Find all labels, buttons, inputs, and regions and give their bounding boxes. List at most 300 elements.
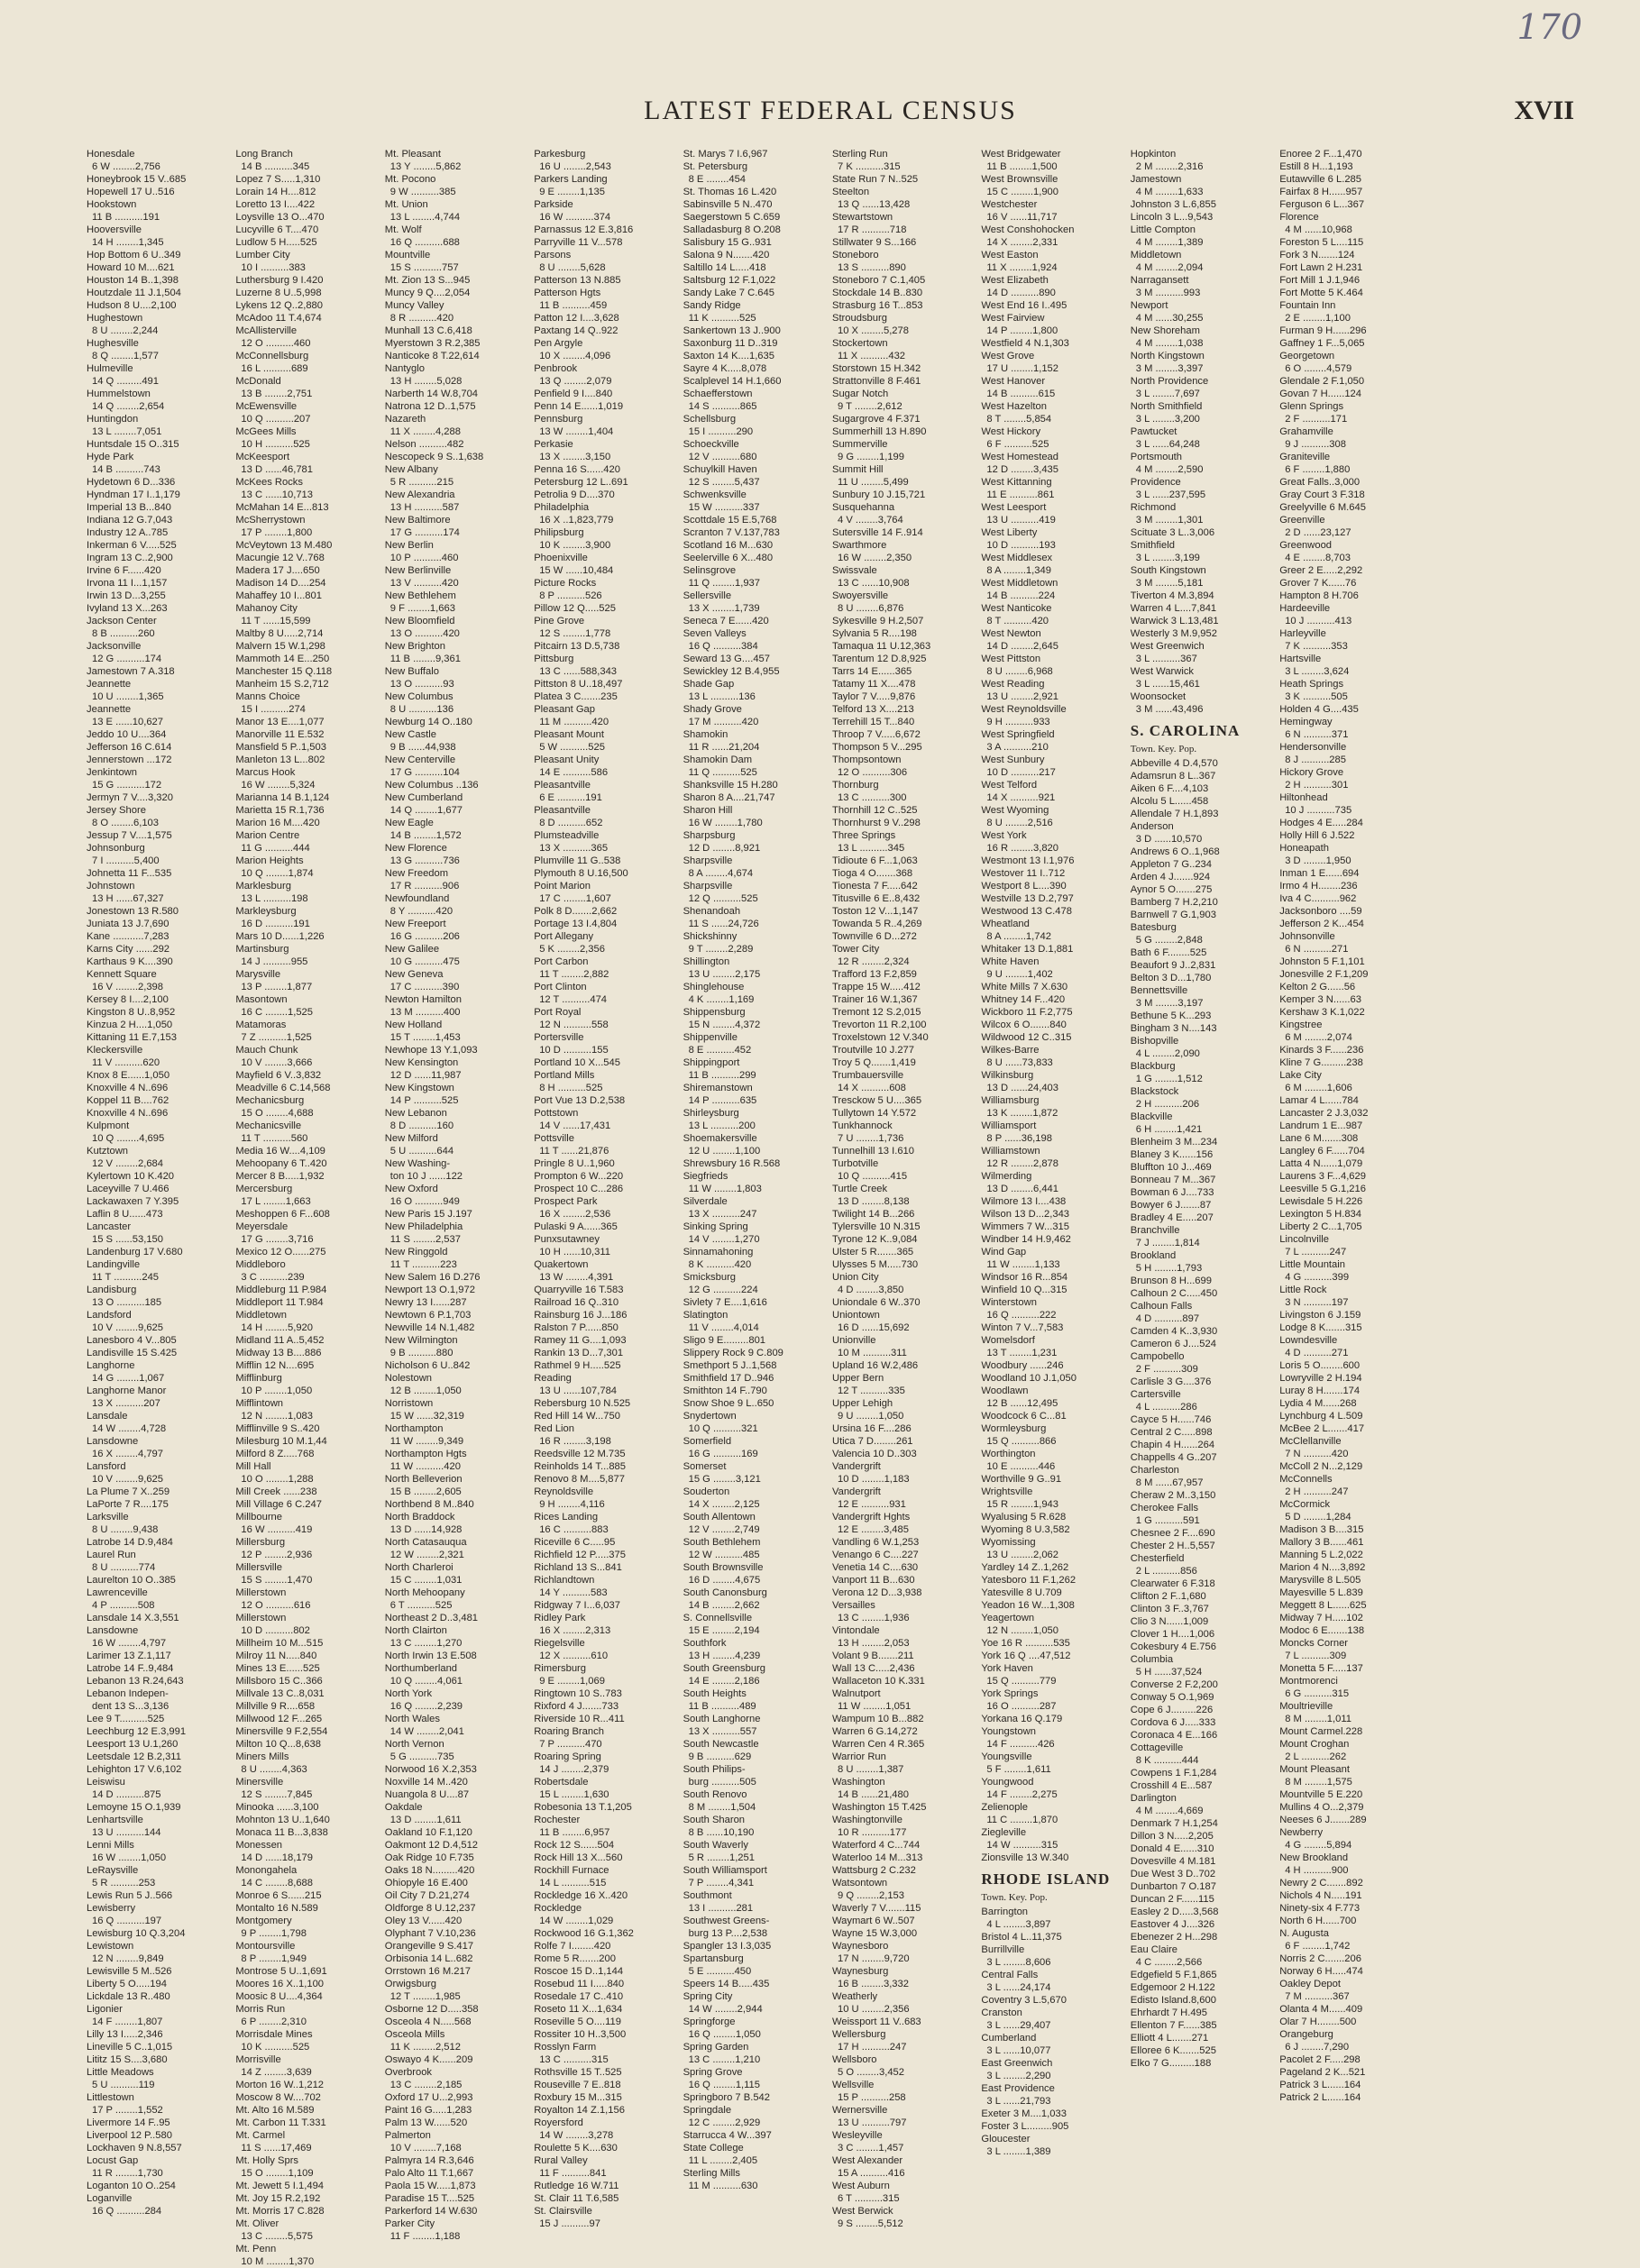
census-entry: Middleboro [235,1259,286,1270]
census-entry: Salisbury 15 G..931 [683,237,772,248]
census-entry: Marion Centre [235,830,300,841]
census-entry: Seelerville 6 X...480 [683,553,774,563]
census-entry: Westchester [981,199,1038,210]
census-entry: Wilson 13 D...2,343 [981,1209,1070,1220]
census-entry: Terrehill 15 T...840 [831,717,915,727]
census-entry: Heath Springs [1279,679,1344,690]
census-entry: Rockledge 16 X..420 [534,1890,628,1901]
census-entry: Westport 8 L....390 [981,881,1067,892]
census-entry: 8 Q ........1,577 [92,351,160,361]
census-entry: Elko 7 G.........188 [1130,2058,1212,2069]
census-entry: Westover 11 I..712 [981,868,1066,879]
census-entry: Rosslyn Farm [534,2042,597,2053]
census-entry: Kline 7 G.........238 [1279,1057,1363,1068]
census-entry: Scalplevel 14 H.1,660 [683,376,782,387]
census-entry: 10 M ..........311 [837,1348,907,1358]
census-entry: Lewistown [87,1941,134,1952]
census-entry: 14 V ......17,431 [539,1120,611,1131]
census-entry: 8 M ........1,504 [688,1802,756,1813]
census-entry: Patrick 3 L......164 [1279,2080,1361,2090]
census-entry: Ramey 11 G....1,093 [534,1335,627,1346]
census-entry: Kutztown [87,1146,129,1157]
census-entry: Crosshill 4 E...587 [1130,1780,1213,1791]
census-entry: Manorville 11 E.532 [235,729,325,740]
census-entry: Cartersville [1130,1389,1181,1400]
census-entry: 3 L ..........367 [1135,654,1197,664]
census-entry: 12 D ........8,921 [688,843,761,854]
census-entry: Toston 12 V...1,147 [831,906,919,917]
census-entry: Iva 4 C..........962 [1279,893,1357,904]
census-entry: Clifton 2 F..1,680 [1130,1591,1206,1602]
census-entry: 4 D ........3,850 [837,1285,904,1295]
census-entry: Pittston 8 U..18,497 [534,679,623,690]
census-entry: Shippensburg [683,1007,746,1018]
census-entry: New Berlinville [384,565,452,576]
census-entry: 6 T ..........315 [837,2193,900,2204]
census-entry: Chester 2 H..5,557 [1130,1541,1215,1551]
census-entry: Mt. Penn [235,2244,277,2254]
census-entry: 16 O ..........949 [389,1196,460,1207]
census-entry: 3 L ......21,793 [986,2096,1051,2107]
census-entry: Holden 4 G....435 [1279,704,1359,715]
census-entry: 2 F ..........171 [1285,414,1348,425]
census-entry: Bennettsville [1130,985,1188,996]
census-entry: Leiswisu [87,1777,125,1788]
census-entry: 11 C ........1,870 [986,1815,1058,1825]
census-entry: Woonsocket [1130,691,1186,702]
census-entry: 11 B ..........459 [539,300,608,311]
census-entry: Branchville [1130,1225,1180,1236]
census-entry: Eastover 4 J....326 [1130,1919,1215,1930]
census-entry: New Buffalo [384,666,439,677]
census-entry: Rock Hill 13 X...560 [534,1852,623,1863]
census-entry: New Paris 15 J.197 [384,1209,472,1220]
census-entry: Oxford 17 U...2,993 [384,2092,473,2103]
census-entry: Andrews 6 O..1,968 [1130,846,1220,857]
census-entry: Pen Argyle [534,338,583,349]
census-entry: Middletown [1130,250,1182,261]
census-entry: 15 R ........1,943 [986,1499,1058,1510]
census-entry: Hughesville [87,338,139,349]
census-entry: Worthville 9 G..91 [981,1474,1062,1485]
census-entry: Schuylkill Haven [683,464,757,475]
census-entry: Thornhurst 9 V..298 [831,818,921,828]
census-entry: Laurel Run [87,1550,136,1560]
census-entry: Shamokin Dam [683,754,753,765]
census-entry: Honeybrook 15 V..685 [87,174,187,185]
census-entry: Mt. Carmel [235,2130,286,2141]
census-entry: Latrobe 14 F..9,484 [87,1663,174,1674]
census-entry: Irmo 4 H........236 [1279,881,1358,892]
census-entry: Slippery Rock 9 C.809 [683,1348,783,1358]
census-entry: 10 Q ........4,061 [389,1676,463,1687]
census-entry: Saltsburg 12 F.1,022 [683,275,776,286]
census-entry: Fort Lawn 2 H.231 [1279,262,1363,273]
census-entry: New Florence [384,843,447,854]
census-entry: Summerhill 13 H.890 [831,426,927,437]
census-entry: Selinsgrove [683,565,737,576]
census-entry: 13 C ........2,185 [389,2080,463,2090]
census-entry: Steelton [831,187,870,197]
census-entry: Lincoln 3 L...9,543 [1130,212,1214,223]
census-entry: 10 V ........9,625 [92,1474,163,1485]
census-entry: Punxsutawney [534,1234,600,1245]
census-entry: Abbeville 4 D.4,570 [1130,758,1218,769]
census-entry: Industry 12 A..785 [87,527,169,538]
census-entry: Norristown [384,1398,434,1409]
census-entry: Mallory 3 B......461 [1279,1537,1364,1548]
census-entry: 11 X ........4,288 [389,426,461,437]
census-entry: Ingram 13 C..2,900 [87,553,173,563]
census-entry: Spartansburg [683,1953,744,1964]
census-entry: New Ringgold [384,1247,448,1257]
census-entry: 14 B ..........743 [92,464,160,475]
census-entry: 14 X ..........608 [837,1083,906,1093]
census-entry: West Liberty [981,527,1038,538]
census-entry: Loganville [87,2193,133,2204]
census-entry: Lansdowne [87,1625,139,1636]
census-entry: Yeagertown [981,1613,1035,1623]
census-entry: Blackburg [1130,1061,1176,1072]
census-entry: 14 E ..........586 [539,767,609,778]
census-entry: 12 N ........1,083 [241,1411,313,1422]
census-entry: 12 P ........2,936 [241,1550,313,1560]
census-entry: New Columbus [384,691,454,702]
census-entry: 3 L ......64,248 [1135,439,1200,450]
census-entry: Phoenixville [534,553,588,563]
census-entry: West Grove [981,351,1035,361]
census-entry: Morton 16 W..1,212 [235,2080,325,2090]
census-entry: Bluffton 10 J...469 [1130,1162,1212,1173]
census-entry: Mount Carmel.228 [1279,1726,1363,1737]
census-entry: Johnsonville [1279,931,1335,942]
census-entry: Troy 5 Q.......1,419 [831,1057,916,1068]
census-entry: Irvine 6 F......420 [87,565,161,576]
census-entry: Kleckersville [87,1045,143,1056]
census-entry: Olyphant 7 V.10,236 [384,1928,476,1939]
census-entry: Rouseville 7 E..818 [534,2080,621,2090]
census-entry: McEwensville [235,401,298,412]
census-entry: Roaring Spring [534,1751,601,1762]
census-entry: 12 R ........2,878 [986,1158,1058,1169]
census-entry: 15 P ..........258 [837,2092,906,2103]
census-entry: Gloucester [981,2134,1031,2145]
census-entry: Yeadon 16 W...1,308 [981,1600,1075,1611]
census-entry: Whitaker 13 D.1,881 [981,944,1074,955]
census-entry: Mercer 8 B.....1,932 [235,1171,325,1182]
census-entry: Hopewell 17 U..516 [87,187,175,197]
census-entry: Valencia 10 D..303 [831,1449,917,1459]
census-entry: York Springs [981,1688,1039,1699]
census-column [981,148,1126,2268]
census-entry: Knox 8 E......1,050 [87,1070,170,1081]
census-entry: 13 U ..........797 [837,2117,907,2128]
census-entry: 6 M ........2,074 [1285,1032,1352,1043]
census-entry: 14 H ........5,920 [241,1322,313,1333]
census-entry: Greelyville 6 M.645 [1279,502,1366,513]
census-entry: 8 E ..........452 [688,1045,752,1056]
census-entry: Ninety-six 4 F.773 [1279,1903,1361,1914]
census-entry: 12 O ..........460 [241,338,311,349]
census-entry: Shamokin [683,729,728,740]
census-entry: Swarthmore [831,540,887,551]
census-entry: Moultrieville [1279,1701,1333,1712]
census-entry: 14 W ........3,278 [539,2130,614,2141]
census-entry: 5 F ........1,611 [986,1764,1051,1775]
census-entry: Mt. Pleasant [384,149,441,160]
census-entry: Mayesville 5 L.839 [1279,1587,1363,1598]
census-entry: Hop Bottom 6 U..349 [87,250,181,261]
census-entry: 6 G ..........315 [1285,1688,1350,1699]
census-entry: 10 D ..........155 [539,1045,609,1056]
census-entry: Twilight 14 B...266 [831,1209,915,1220]
census-entry: Barnwell 7 G.1,903 [1130,910,1216,920]
census-entry: 11 B ..........191 [92,212,160,223]
census-entry: Riceville 6 C.....95 [534,1537,616,1548]
census-entry: 10 J ..........413 [1285,616,1352,626]
census-entry: Midway 13 B....886 [235,1348,322,1358]
census-entry: 16 X ........2,313 [539,1625,611,1636]
census-entry: Penbrook [534,363,578,374]
census-entry: Kingstree [1279,1020,1323,1030]
census-entry: 14 W ........4,728 [92,1423,167,1434]
census-entry: Morrisville [235,2054,281,2065]
census-entry: Ligonier [87,2004,123,2015]
census-entry: Kersey 8 I....2,100 [87,994,169,1005]
census-entry: 13 C ......10,713 [241,489,313,500]
census-entry: West Brownsville [981,174,1058,185]
census-entry: Jermyn 7 V....3,320 [87,792,173,803]
census-entry: West Sunbury [981,754,1045,765]
census-entry: Oil City 7 D.21,274 [384,1890,470,1901]
census-entry: New Oxford [384,1184,438,1194]
census-entry: 14 D ..........875 [92,1789,161,1800]
census-entry: Shillington [683,956,730,967]
census-entry: 10 D ..........193 [986,540,1056,551]
census-entry: West Wyoming [981,805,1049,816]
census-entry: 12 S ........1,778 [539,628,611,639]
census-entry: Portersville [534,1032,584,1043]
census-entry: 9 P ........1,798 [241,1928,307,1939]
census-entry: Lancaster 2 J.3,032 [1279,1108,1369,1119]
census-entry: Norway 6 H.....474 [1279,1966,1363,1977]
census-entry: 14 S ..........865 [688,401,757,412]
census-entry: Hiltonhead [1279,792,1328,803]
census-entry: Sterling Run [831,149,888,160]
census-entry: Waynesboro [831,1941,889,1952]
census-entry: burg ..........505 [688,1777,756,1788]
census-entry: Newberry [1279,1827,1324,1838]
census-entry: Pleasant Unity [534,754,600,765]
census-entry: Shickshinny [683,931,738,942]
census-entry: Paint 16 G.....1,283 [384,2105,472,2116]
census-entry: Mayfield 6 V..3,832 [235,1070,322,1081]
census-entry: 16 X ........2,536 [539,1209,611,1220]
census-entry: 15 N ........4,372 [688,1020,761,1030]
census-entry: 8 U ........4,363 [241,1764,307,1775]
census-entry: 14 D ......18,179 [241,1852,313,1863]
census-entry: Storstown 15 H.342 [831,363,921,374]
census-entry: Houtzdale 11 J.1,504 [87,288,181,298]
census-entry: 4 G ..........399 [1285,1272,1350,1283]
census-entry: Manleton 13 L...802 [235,754,325,765]
census-entry: McVeytown 13 M.480 [235,540,333,551]
census-entry: Troxelstown 12 V.340 [831,1032,929,1043]
census-entry: Hampton 8 H.706 [1279,590,1359,601]
census-entry: Williamstown [981,1146,1040,1157]
census-entry: 10 U ........2,356 [837,2004,910,2015]
census-entry: Cheraw 2 M..3,150 [1130,1490,1216,1501]
census-entry: Slatington [683,1310,728,1321]
census-entry: 11 M ..........630 [688,2181,758,2191]
census-entry: 14 Q .........491 [92,376,160,387]
census-entry: Milesburg 10 M.1,44 [235,1436,327,1447]
census-entry: 8 U ........9,438 [92,1524,159,1535]
census-entry: New Baltimore [384,515,451,526]
census-entry: 4 C ........2,566 [1135,1957,1203,1968]
census-entry: Kelton 2 G......56 [1279,982,1356,992]
census-entry: 1 G ........1,512 [1135,1074,1203,1084]
census-entry: 13 M ..........400 [389,1007,461,1018]
census-entry: Thompsontown [831,754,902,765]
census-entry: North York [384,1688,433,1699]
census-entry: McClellanville [1279,1436,1342,1447]
census-entry: 16 W ........4,797 [92,1638,167,1649]
census-entry: Orrstown 16 M.217 [384,1966,471,1977]
census-entry: Millsboro 15 C..366 [235,1676,323,1687]
census-entry: 5 G ........2,848 [1135,935,1203,946]
census-entry: Greenville [1279,515,1325,526]
census-entry: Picture Rocks [534,578,597,589]
census-entry: York 16 Q ....47,512 [981,1651,1071,1661]
census-entry: 13 H ........5,028 [389,376,463,387]
census-entry: Turtle Creek [831,1184,888,1194]
census-entry: Mt. Union [384,199,428,210]
census-entry: North Vernon [384,1739,444,1750]
census-entry: Smethport 5 J..1,568 [683,1360,777,1371]
census-entry: Myerstown 3 R.2,385 [384,338,481,349]
census-entry: Providence [1130,477,1181,488]
census-entry: West Bridgewater [981,149,1061,160]
census-entry: Vandergrift [831,1486,881,1497]
census-entry: Hickory Grove [1279,767,1344,778]
census-entry: Pottstown [534,1108,579,1119]
census-entry: York Haven [981,1663,1033,1674]
census-entry: Jackson Center [87,616,157,626]
census-entry: Jamestown 7 A.318 [87,666,175,677]
census-entry: West Kittanning [981,477,1052,488]
census-entry: Newry 2 C.......892 [1279,1878,1363,1888]
census-entry: 15 I ..........290 [688,426,754,437]
census-entry: Southfork [683,1638,727,1649]
census-entry: Malvern 15 W.1,298 [235,641,325,652]
census-entry: 11 Q ..........525 [688,767,757,778]
census-entry: 14 B ........2,662 [688,1600,760,1611]
census-entry: 12 O ..........306 [837,767,908,778]
census-entry: South Waverly [683,1840,748,1851]
census-entry: Matamoras [235,1020,287,1030]
census-entry: Rome 5 R.......200 [534,1953,616,1964]
census-entry: Bishopville [1130,1036,1179,1047]
census-entry: Volant 9 B.......211 [831,1651,914,1661]
census-entry: Saxton 14 K....1,635 [683,351,774,361]
census-entry: 14 Q ........2,654 [92,401,165,412]
census-entry: Seven Valleys [683,628,747,639]
census-entry: Nuangola 8 U....87 [384,1789,470,1800]
census-entry: Lackawaxen 7 Y.395 [87,1196,179,1207]
census-entry: Port Carbon [534,956,589,967]
census-entry: Smithton 14 F..790 [683,1385,767,1396]
census-entry: Mauch Chunk [235,1045,298,1056]
census-entry: Springdale [683,2105,732,2116]
census-entry: Throop 7 V.....6,672 [831,729,921,740]
census-entry: Plumsteadville [534,830,600,841]
census-entry: 10 U ........1,365 [92,691,164,702]
census-entry: Mount Croghan [1279,1739,1350,1750]
census-entry: Fort Motte 5 K.464 [1279,288,1363,298]
census-entry: Mahanoy City [235,603,298,614]
census-entry: 16 C ........1,525 [241,1007,313,1018]
census-entry: 7 M ..........367 [1285,1991,1350,2002]
census-entry: Port Vue 13 D.2,538 [534,1095,626,1106]
census-entry: Roseville 5 O....119 [534,2017,621,2027]
census-entry: McDonald [235,376,281,387]
census-entry: Miners Mills [235,1751,289,1762]
census-entry: Mt. Wolf [384,224,422,235]
census-entry: Wellsboro [831,2054,877,2065]
census-entry: 13 C ........1,936 [837,1613,910,1623]
census-entry: Taylor 7 V.....9,876 [831,691,916,702]
census-entry: 4 M ........2,590 [1135,464,1204,475]
census-entry: Vanport 11 B...630 [831,1575,915,1586]
census-entry: 10 X ........4,096 [539,351,611,361]
census-entry: Yatesville 8 U.709 [981,1587,1062,1598]
census-entry: New Salem 16 D.276 [384,1272,481,1283]
census-entry: Dunbarton 7 O.187 [1130,1881,1216,1892]
census-entry: South Philips- [683,1764,746,1775]
census-entry: Midland 11 A..5,452 [235,1335,325,1346]
census-entry: 13 D ......46,781 [241,464,313,475]
census-entry: Snow Shoe 9 L..650 [683,1398,774,1409]
census-entry: New Wilmington [384,1335,458,1346]
census-entry: Palmerton [384,2130,431,2141]
census-entry: West Springfield [981,729,1055,740]
census-entry: Milroy 11 N.....840 [235,1651,317,1661]
census-entry: Pitcairn 13 D.5,738 [534,641,620,652]
census-entry: Newport [1130,300,1168,311]
census-entry: Ebenezer 2 H...298 [1130,1932,1218,1943]
census-entry: Sayre 4 K.....8,078 [683,363,767,374]
census-entry: Stewartstown [831,212,893,223]
census-entry: Ulysses 5 M.....730 [831,1259,919,1270]
census-entry: Jamestown [1130,174,1182,185]
census-entry: Allendale 7 H.1,893 [1130,809,1219,819]
census-entry: Muncy 9 Q....2,054 [384,288,471,298]
census-entry: South Canonsburg [683,1587,767,1598]
census-entry: Wimmers 7 W...315 [981,1221,1069,1232]
census-entry: Tatamy 11 X....478 [831,679,916,690]
census-entry: Mt. Pocono [384,174,436,185]
census-entry: Kulpmont [87,1120,130,1131]
census-entry: 13 X ..........365 [539,843,609,854]
census-entry: Latta 4 N......1,079 [1279,1158,1363,1169]
census-entry: 13 P ........1,877 [241,982,313,992]
census-entry: Smithfield [1130,540,1175,551]
census-entry: Clinton 3 F..3,767 [1130,1604,1209,1614]
census-entry: 11 B ........6,957 [539,1827,610,1838]
census-entry: Tresckow 5 U....365 [831,1095,922,1106]
census-entry: Saxonburg 11 D..319 [683,338,778,349]
